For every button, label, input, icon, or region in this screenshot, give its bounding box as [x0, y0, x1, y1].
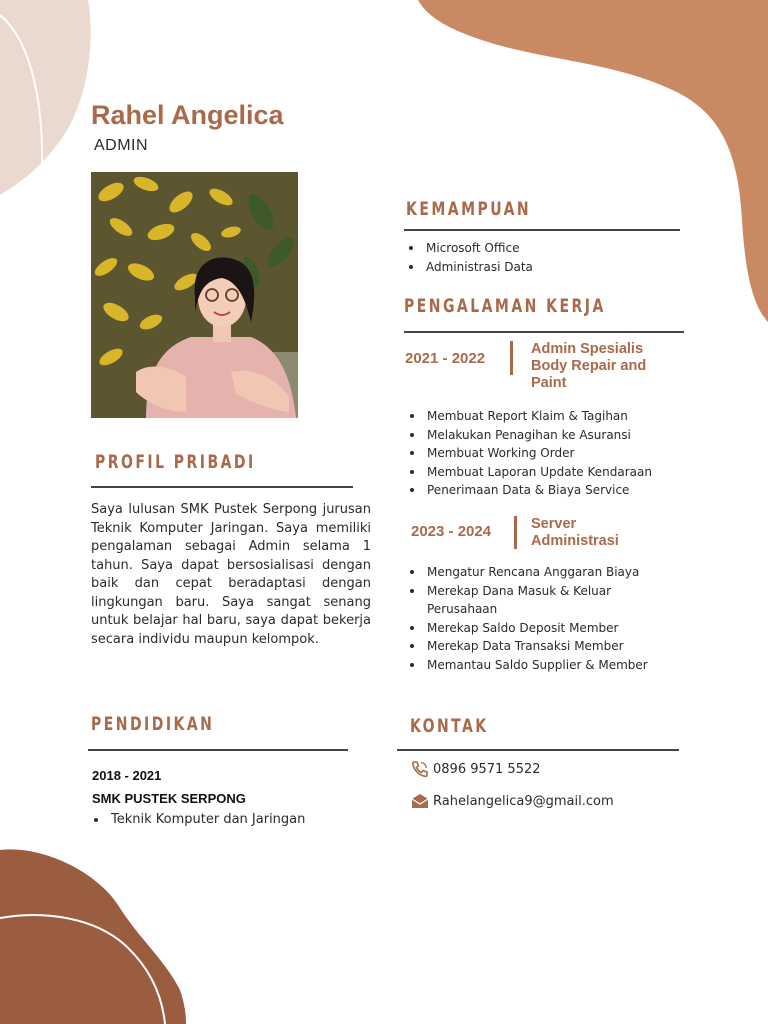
- list-item: Teknik Komputer dan Jaringan: [90, 811, 305, 830]
- woman-portrait-icon: [91, 172, 298, 418]
- contact-phone[interactable]: [411, 760, 541, 778]
- job-1-title-line: Admin Spesialis: [531, 341, 644, 357]
- education-section-title: PENDIDIKAN: [91, 713, 215, 735]
- list-item: Membuat Working Order: [406, 444, 686, 463]
- experience-title-divider: [404, 331, 684, 333]
- list-item: Merekap Saldo Deposit Member: [406, 619, 668, 638]
- experience-section-title: PENGALAMAN KERJA: [404, 295, 606, 317]
- list-item: Membuat Report Klaim & Tagihan: [406, 407, 686, 426]
- candidate-name: Rahel Angelica: [91, 100, 284, 130]
- education-list: [90, 811, 305, 830]
- profile-title-divider: [91, 486, 353, 488]
- profile-summary: Saya lulusan SMK Pustek Serpong jurusan Teknik Komputer Jaringan. Saya memiliki pengalaman sebagai Admin selama 1 tahun. Saya dapat bersosialisasi dengan baik dan cepat beradaptasi dengan lingkungan baru. Saya sangat senang untuk belajar hal baru, saya dapat bekerja secara individu maupun kelompok.: [91, 502, 371, 647]
- education-school: SMK PUSTEK SERPONG: [92, 791, 246, 806]
- profile-section-title: PROFIL PRIBADI: [95, 451, 256, 473]
- job-2-title: [531, 516, 619, 550]
- education-period: 2018 - 2021: [92, 768, 162, 783]
- phone-icon: [411, 760, 429, 778]
- education-title-divider: [88, 749, 348, 751]
- job-1-title-line: Paint: [531, 375, 567, 391]
- candidate-role: ADMIN: [94, 137, 149, 154]
- job-1-period: 2021 - 2022: [405, 350, 486, 367]
- contact-email-text: Rahelangelica9@gmail.com: [433, 793, 614, 809]
- job-2-duties: [406, 563, 668, 675]
- job-2-title-line: Server: [531, 516, 577, 532]
- list-item: Microsoft Office: [405, 239, 533, 258]
- skills-list: [405, 239, 533, 276]
- job-1-title: [531, 341, 646, 392]
- list-item: Mengatur Rencana Anggaran Biaya: [406, 563, 668, 582]
- job-1-title-line: Body Repair and: [531, 358, 647, 374]
- job-2-divider-bar: [514, 516, 517, 549]
- profile-photo: [91, 172, 298, 418]
- list-item: Penerimaan Data & Biaya Service: [406, 481, 686, 500]
- contact-title-divider: [397, 749, 679, 751]
- list-item: Membuat Laporan Update Kendaraan: [406, 463, 686, 482]
- envelope-icon: [411, 792, 429, 810]
- list-item: Administrasi Data: [405, 258, 533, 277]
- job-1-divider-bar: [510, 341, 513, 375]
- list-item: Merekap Dana Masuk & Keluar Perusahaan: [406, 582, 668, 619]
- list-item: Merekap Data Transaksi Member: [406, 637, 668, 656]
- job-2-period: 2023 - 2024: [411, 523, 492, 540]
- contact-email[interactable]: [411, 792, 614, 810]
- list-item: Memantau Saldo Supplier & Member: [406, 656, 668, 675]
- bottom-left-blob: [0, 849, 186, 1024]
- skills-title-divider: [404, 229, 680, 231]
- contact-phone-text: 0896 9571 5522: [433, 761, 541, 777]
- job-2-title-line: Administrasi: [531, 533, 619, 549]
- list-item: Melakukan Penagihan ke Asuransi: [406, 426, 686, 445]
- job-1-duties: [406, 407, 686, 500]
- contact-section-title: KONTAK: [410, 715, 489, 737]
- skills-section-title: KEMAMPUAN: [406, 198, 532, 220]
